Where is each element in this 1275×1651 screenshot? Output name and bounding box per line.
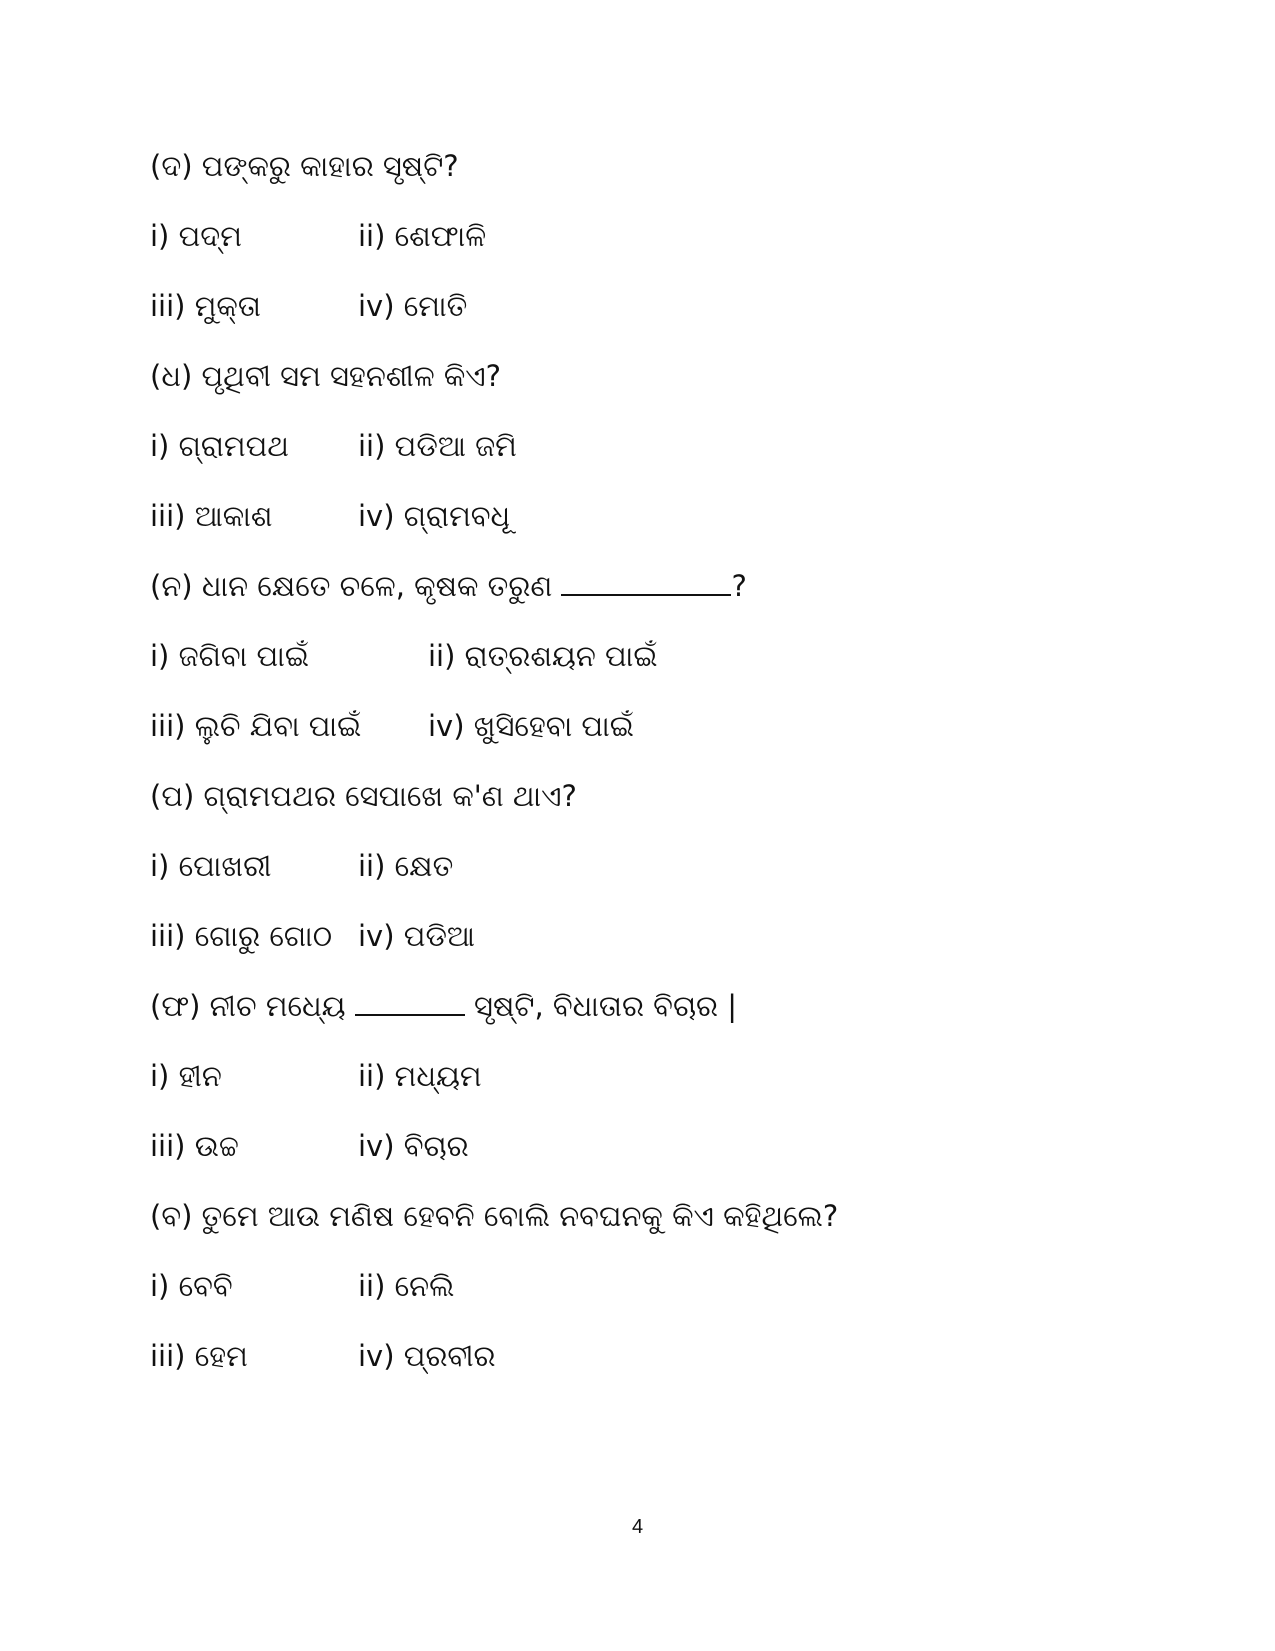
option: iii) ଆକାଶ — [150, 499, 273, 533]
option: iii) ଲୁଚି ଯିବା ପାଇଁ — [150, 709, 362, 743]
option: i) ବେବି — [150, 1269, 233, 1303]
option: ii) ପଡିଆ ଜମି — [358, 429, 517, 463]
option: ii) ରାତ୍ରଶୟନ ପାଇଁ — [428, 639, 658, 673]
option: i) ଜଗିବା ପାଇଁ — [150, 639, 309, 673]
option: iv) ବିଚାର — [358, 1129, 469, 1163]
page-number: 4 — [631, 1516, 644, 1538]
option: iv) ଗ୍ରାମବଧୂ — [358, 499, 511, 533]
question-text — [150, 566, 747, 606]
question-text: (ପ) ଗ୍ରାମପଥର ସେପାଖେ କ'ଣ ଥାଏ? — [150, 779, 577, 813]
option: iv) ମୋତି — [358, 289, 468, 323]
option: iv) ଖୁସିହେବା ପାଇଁ — [428, 709, 634, 743]
question-suffix: ? — [731, 569, 747, 603]
answer-blank — [355, 988, 465, 1016]
option: ii) ମଧ୍ୟମ — [358, 1059, 482, 1093]
option: ii) ନେଲି — [358, 1269, 455, 1303]
option: i) ଗ୍ରାମପଥ — [150, 429, 289, 463]
option: iii) ମୁକ୍ତା — [150, 289, 261, 323]
question-text: (ବ) ତୁମେ ଆଉ ମଣିଷ ହେବନି ବୋଲି ନବଘନକୁ କିଏ କହିଥିଲେ? — [150, 1199, 839, 1233]
option: i) ହୀନ — [150, 1059, 222, 1093]
option: iii) ଉଚ୍ଚ — [150, 1129, 239, 1163]
option: ii) କ୍ଷେତ — [358, 849, 454, 883]
question-prefix: (ନ) ଧାନ କ୍ଷେତେ ଚଳେ, କୃଷକ ତରୁଣ — [150, 569, 553, 603]
option: i) ପୋଖରୀ — [150, 849, 272, 883]
question-prefix: (ଫ) ନୀଚ ମଧ୍ୟେ — [150, 989, 346, 1023]
option: i) ପଦ୍ମ — [150, 219, 242, 253]
option: iii) ହେମ — [150, 1339, 248, 1373]
option: iv) ପଡିଆ — [358, 919, 476, 953]
option: iii) ଗୋରୁ ଗୋଠ — [150, 919, 333, 953]
question-text — [150, 986, 737, 1026]
option: ii) ଶେଫାଳି — [358, 219, 487, 253]
question-suffix: ସୃଷ୍ଟି, ବିଧାତାର ବିଚାର | — [474, 989, 738, 1023]
question-text: (ଧ) ପୃଥିବୀ ସମ ସହନଶୀଳ କିଏ? — [150, 359, 502, 393]
option: iv) ପ୍ରବୀର — [358, 1339, 496, 1373]
answer-blank — [561, 568, 731, 596]
question-text: (ଦ) ପଙ୍କରୁ କାହାର ସୃଷ୍ଟି? — [150, 149, 459, 183]
